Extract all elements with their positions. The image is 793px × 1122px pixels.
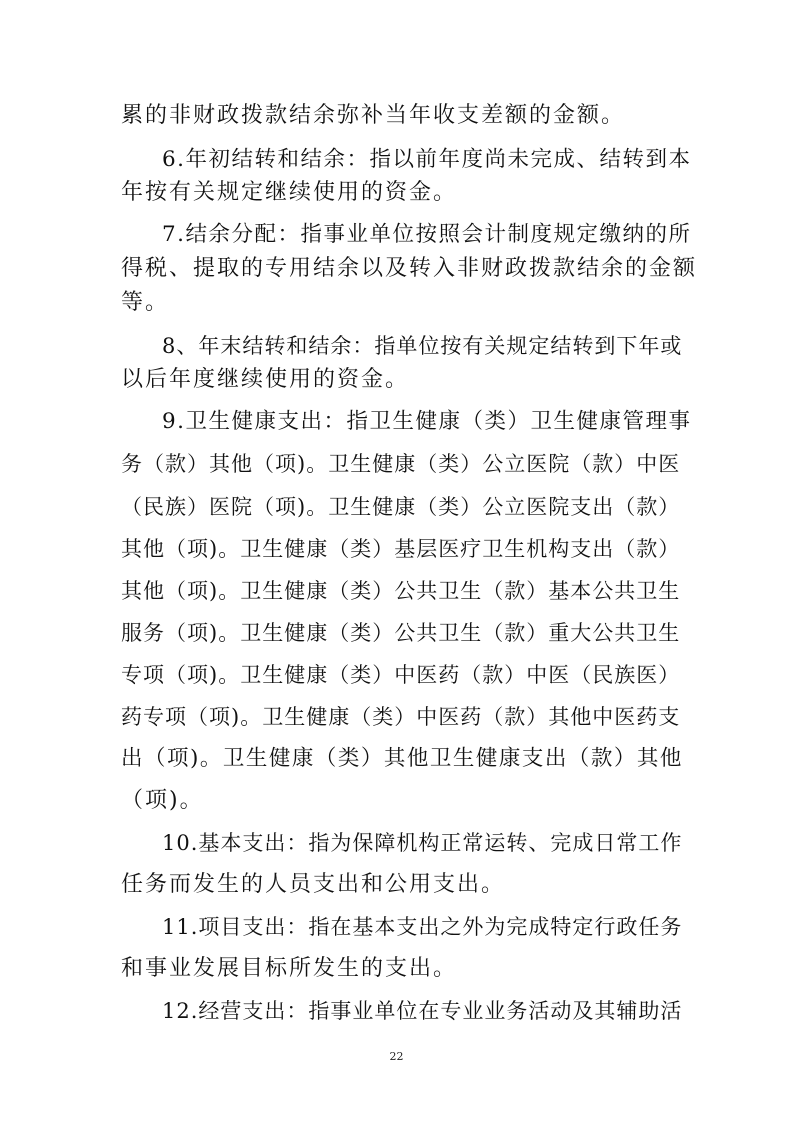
text-line: 12.经营支出：指事业单位在专业业务活动及其辅助活 bbox=[162, 999, 683, 1023]
text-line: 10.基本支出：指为保障机构正常运转、完成日常工作 bbox=[162, 831, 683, 855]
text-line: 11.项目支出：指在基本支出之外为完成特定行政任务 bbox=[162, 915, 683, 939]
text-line: 6.年初结转和结余：指以前年度尚未完成、结转到本 bbox=[162, 147, 692, 172]
text-line: 专项（项)。卫生健康（类）中医药（款）中医（民族医） bbox=[121, 663, 681, 687]
text-line: 务（款）其他（项)。卫生健康（类）公立医院（款）中医 bbox=[121, 452, 681, 476]
text-line: 年按有关规定继续使用的资金。 bbox=[121, 180, 458, 205]
text-line: 其他（项)。卫生健康（类）公共卫生（款）基本公共卫生 bbox=[121, 579, 681, 603]
page-number: 22 bbox=[389, 1050, 404, 1063]
text-line: 得税、提取的专用结余以及转入非财政拨款结余的金额 bbox=[121, 256, 698, 281]
text-line: （民族）医院（项)。卫生健康（类）公立医院支出（款） bbox=[121, 495, 681, 519]
text-line: 任务而发生的人员支出和公用支出。 bbox=[121, 872, 506, 897]
text-line: 等。 bbox=[121, 290, 170, 315]
text-line: 以后年度继续使用的资金。 bbox=[121, 367, 410, 392]
text-line: 和事业发展目标所发生的支出。 bbox=[121, 956, 458, 981]
text-line: （项)。 bbox=[121, 788, 204, 813]
text-line: 药专项（项)。卫生健康（类）中医药（款）其他中医药支 bbox=[121, 705, 681, 729]
text-line: 8、年末结转和结余：指单位按有关规定结转到下年或 bbox=[162, 334, 683, 358]
text-line: 服务（项)。卫生健康（类）公共卫生（款）重大公共卫生 bbox=[121, 621, 681, 645]
text-line: 9.卫生健康支出：指卫生健康（类）卫生健康管理事 bbox=[162, 409, 692, 434]
text-line: 7.结余分配：指事业单位按照会计制度规定缴纳的所 bbox=[162, 222, 692, 247]
text-line: 累的非财政拨款结余弥补当年收支差额的金额。 bbox=[121, 103, 626, 128]
text-line: 出（项)。卫生健康（类）其他卫生健康支出（款）其他 bbox=[121, 746, 683, 771]
text-line: 其他（项)。卫生健康（类）基层医疗卫生机构支出（款） bbox=[121, 537, 681, 561]
